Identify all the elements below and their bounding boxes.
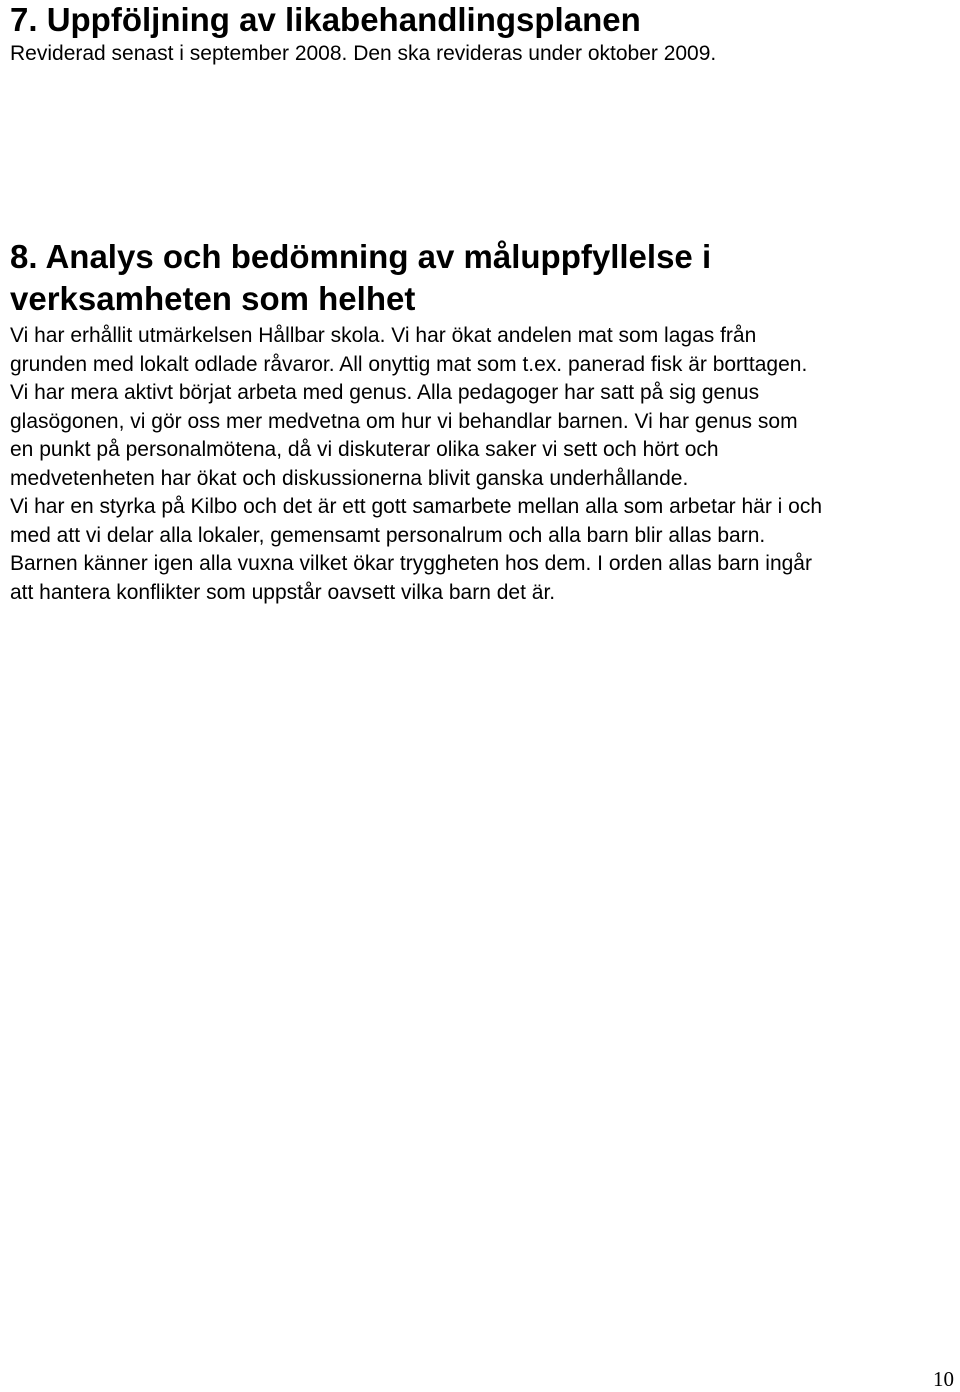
body-line: Vi har mera aktivt börjat arbeta med genus. Alla pedagoger har satt på sig genus	[10, 381, 760, 404]
section-7-heading: 7. Uppföljning av likabehandlingsplanen	[10, 1, 641, 38]
page-number: 10	[933, 1367, 954, 1391]
body-line: med att vi delar alla lokaler, gemensamt personalrum och alla barn blir allas barn.	[10, 523, 766, 547]
body-line: medvetenheten har ökat och diskussionerna blivit ganska underhållande.	[10, 466, 689, 490]
body-line: en punkt på personalmötena, då vi diskuterar olika saker vi sett och hört och	[10, 438, 719, 461]
body-line: att hantera konflikter som uppstår oavsett vilka barn det är.	[10, 580, 556, 604]
section-8-heading-line: 8. Analys och bedömning av måluppfyllelse i	[10, 238, 712, 275]
section-8-heading	[10, 236, 910, 320]
body-line: Vi har erhållit utmärkelsen Hållbar skola. Vi har ökat andelen mat som lagas från	[10, 324, 757, 347]
section-8-heading-line: verksamheten som helhet	[10, 280, 416, 317]
body-line: grunden med lokalt odlade råvaror. All onyttig mat som t.ex. panerad fisk är borttagen.	[10, 352, 808, 376]
body-line: Barnen känner igen alla vuxna vilket ökar tryggheten hos dem. I orden allas barn ingår	[10, 552, 812, 575]
section-8-body	[10, 322, 956, 607]
body-line: glasögonen, vi gör oss mer medvetna om hur vi behandlar barnen. Vi har genus som	[10, 409, 798, 433]
section-7-revision-note: Reviderad senast i september 2008. Den ska revideras under oktober 2009.	[10, 42, 717, 65]
body-line: Vi har en styrka på Kilbo och det är ett gott samarbete mellan alla som arbetar här i och	[10, 495, 823, 518]
